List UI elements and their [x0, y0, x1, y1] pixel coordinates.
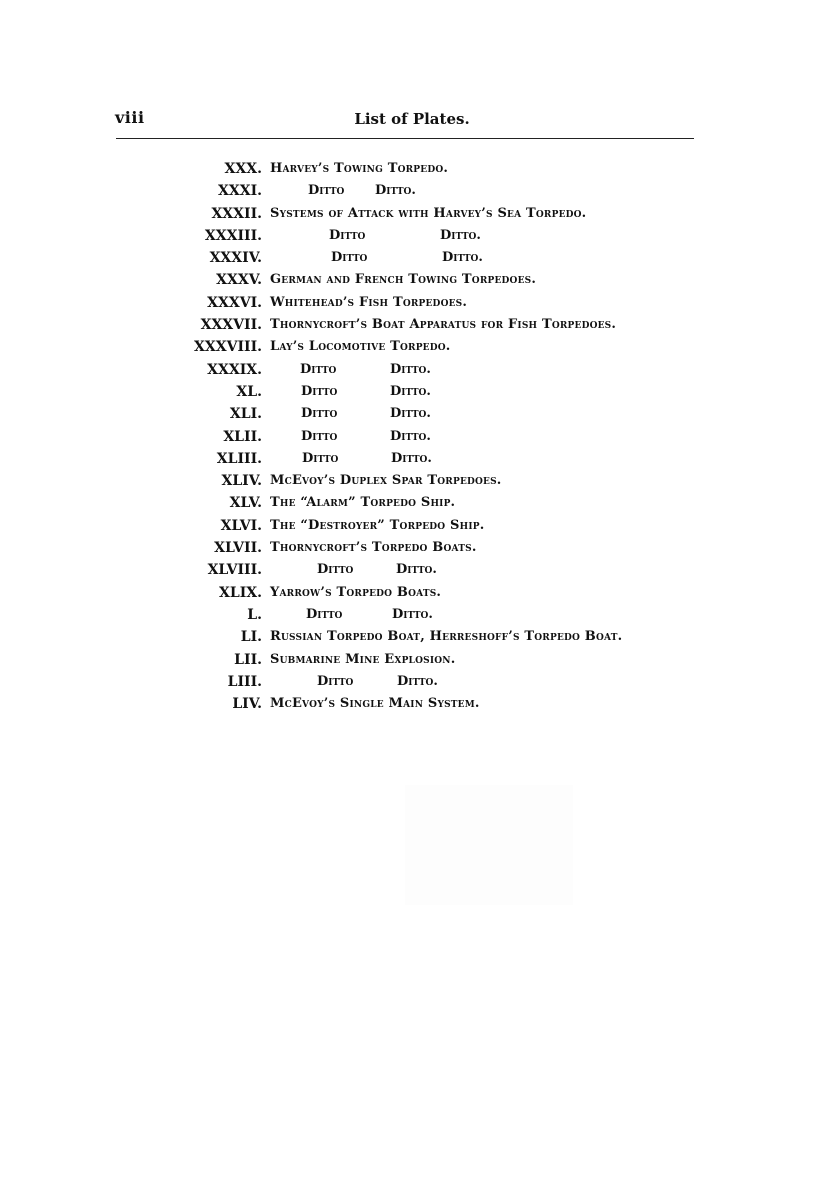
plate-numeral: XLIII.	[216, 450, 262, 467]
plate-numeral: XXXII.	[211, 205, 262, 222]
plate-numeral: XXXVI.	[207, 294, 262, 311]
plate-description: Submarine Mine Explosion.	[270, 651, 456, 667]
plate-description: German and French Towing Torpedoes.	[270, 272, 537, 288]
ditto-mark: Ditto	[300, 361, 337, 377]
plate-entry	[0, 226, 840, 248]
plate-numeral: LIII.	[227, 673, 262, 690]
plate-entry	[0, 360, 840, 382]
ditto-mark: Ditto	[301, 383, 338, 399]
plate-numeral: L.	[247, 606, 262, 623]
plate-numeral: XLIV.	[221, 473, 262, 490]
plate-description: McEvoy’s Single Main System.	[270, 696, 480, 712]
ditto-mark: Ditto.	[391, 450, 432, 466]
plate-numeral: XLVIII.	[207, 562, 262, 579]
plate-entry	[0, 538, 840, 560]
plate-entry	[0, 293, 840, 315]
plate-entry	[0, 159, 840, 181]
plate-entry	[0, 337, 840, 359]
plate-entry	[0, 270, 840, 292]
plate-entry	[0, 605, 840, 627]
plate-numeral: XLV.	[229, 495, 262, 512]
ditto-mark: Ditto	[308, 183, 345, 199]
ditto-mark: Ditto.	[442, 250, 483, 266]
plate-numeral: XXXIV.	[209, 250, 262, 267]
plate-numeral: XLVII.	[214, 540, 262, 557]
ditto-mark: Ditto.	[392, 606, 433, 622]
plate-entry	[0, 248, 840, 270]
plate-entry	[0, 427, 840, 449]
plate-description: The “Destroyer” Torpedo Ship.	[270, 517, 485, 533]
plate-entry	[0, 516, 840, 538]
ditto-mark: Ditto	[331, 250, 368, 266]
plate-description: McEvoy’s Duplex Spar Torpedoes.	[270, 473, 502, 489]
plate-description: Systems of Attack with Harvey’s Sea Torpedo.	[270, 205, 587, 221]
ditto-mark: Ditto	[317, 562, 354, 578]
ditto-mark: Ditto.	[375, 183, 416, 199]
plate-entry	[0, 583, 840, 605]
plate-numeral: XXXIX.	[207, 361, 262, 378]
plate-entry	[0, 471, 840, 493]
ditto-mark: Ditto	[317, 673, 354, 689]
list-of-plates	[0, 159, 840, 716]
ditto-mark: Ditto	[306, 606, 343, 622]
plate-entry	[0, 382, 840, 404]
page-number: viii	[115, 108, 145, 127]
plate-numeral: LI.	[240, 629, 262, 646]
plate-entry	[0, 449, 840, 471]
plate-description: The “Alarm” Torpedo Ship.	[270, 495, 456, 511]
ditto-mark: Ditto.	[390, 406, 431, 422]
plate-entry	[0, 650, 840, 672]
ditto-mark: Ditto.	[390, 428, 431, 444]
plate-description: Yarrow’s Torpedo Boats.	[270, 584, 442, 600]
plate-numeral: XLI.	[229, 406, 262, 423]
plate-numeral: XXXVII.	[200, 317, 262, 334]
ditto-mark: Ditto	[301, 406, 338, 422]
plate-numeral: XL.	[236, 383, 262, 400]
plate-numeral: XXXVIII.	[194, 339, 262, 356]
plate-numeral: XXX.	[224, 161, 262, 177]
plate-description: Harvey’s Towing Torpedo.	[270, 161, 449, 176]
plate-numeral: LIV.	[232, 696, 262, 713]
plate-entry	[0, 694, 840, 716]
ditto-mark: Ditto.	[390, 361, 431, 377]
ditto-mark: Ditto	[329, 227, 366, 243]
ditto-mark: Ditto	[302, 450, 339, 466]
plate-numeral: LII.	[234, 651, 262, 668]
plate-entry	[0, 560, 840, 582]
plate-numeral: XXXV.	[216, 272, 262, 289]
plate-entry	[0, 315, 840, 337]
paper-blemish	[405, 785, 573, 905]
ditto-mark: Ditto.	[390, 383, 431, 399]
plate-description: Lay’s Locomotive Torpedo.	[270, 339, 451, 355]
ditto-mark: Ditto	[301, 428, 338, 444]
plate-entry	[0, 672, 840, 694]
plate-entry	[0, 627, 840, 649]
ditto-mark: Ditto.	[396, 562, 437, 578]
plate-description: Whitehead’s Fish Torpedoes.	[270, 294, 468, 310]
plate-entry	[0, 493, 840, 515]
plate-entry	[0, 204, 840, 226]
running-head-title: List of Plates.	[354, 110, 470, 128]
plate-numeral: XLIX.	[219, 584, 262, 601]
plate-description: Thornycroft’s Boat Apparatus for Fish Torpedoes.	[270, 317, 617, 333]
header-rule	[116, 138, 694, 139]
plate-entry	[0, 404, 840, 426]
plate-entry	[0, 181, 840, 203]
plate-numeral: XXXIII.	[204, 227, 262, 244]
ditto-mark: Ditto.	[440, 227, 481, 243]
plate-description: Thornycroft’s Torpedo Boats.	[270, 540, 477, 556]
ditto-mark: Ditto.	[397, 673, 438, 689]
plate-numeral: XLII.	[223, 428, 262, 445]
plate-numeral: XLVI.	[220, 517, 262, 534]
plate-numeral: XXXI.	[217, 183, 262, 200]
plate-description: Russian Torpedo Boat, Herreshoff’s Torpedo Boat.	[270, 629, 623, 645]
